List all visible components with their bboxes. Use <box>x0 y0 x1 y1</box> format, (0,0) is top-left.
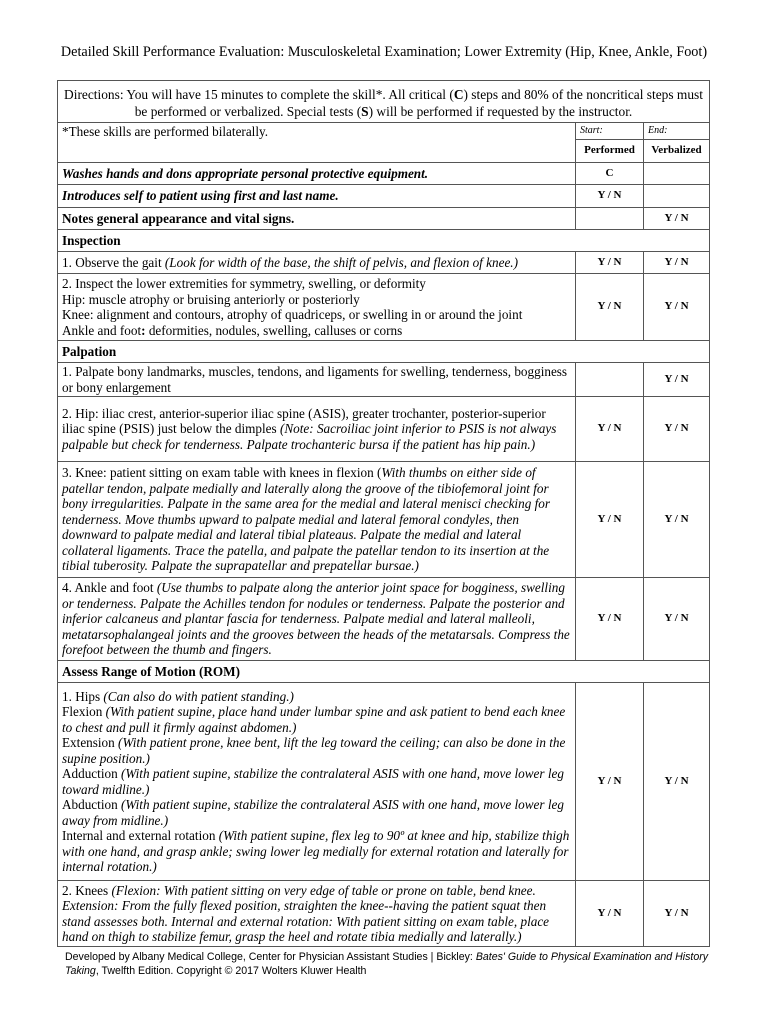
step-general-appearance: Notes general appearance and vital signs. <box>58 208 576 230</box>
verbalized-cell: Y / N <box>644 363 710 397</box>
directions-row <box>58 81 710 123</box>
table-row <box>58 163 710 185</box>
step-palpate-landmarks: 1. Palpate bony landmarks, muscles, tendons, and ligaments for swelling, tenderness, bogginess or bony enlargement <box>58 363 576 397</box>
table-row <box>58 208 710 230</box>
table-row <box>58 274 710 341</box>
verbalized-cell: Y / N <box>644 462 710 578</box>
table-row <box>58 397 710 462</box>
step-palpate-hip: 2. Hip: iliac crest, anterior-superior iliac spine (ASIS), greater trochanter, posterior-superior iliac spine (PSIS) just below the dimples (Note: Sacroiliac joint inferior to PSIS is not always palpable but check for tenderness. Palpate trochanteric bursa if the patient has hip pain.) <box>58 397 576 462</box>
section-row <box>58 230 710 252</box>
table-row <box>58 881 710 947</box>
table-row <box>58 462 710 578</box>
table-row <box>58 185 710 208</box>
performed-cell: Y / N <box>576 252 644 274</box>
performed-cell: Y / N <box>576 683 644 881</box>
verbalized-cell: Y / N <box>644 578 710 661</box>
verbalized-cell: Y / N <box>644 881 710 947</box>
directions: Directions: You will have 15 minutes to complete the skill*. All critical (C) steps and 80% of the noncritical steps must be performed or verbalized. Special tests (S) will be performed if requested by the instructor. <box>58 81 710 123</box>
verbalized-cell: Y / N <box>644 274 710 341</box>
verbalized-cell: Y / N <box>644 252 710 274</box>
step-wash-hands: Washes hands and dons appropriate personal protective equipment. <box>58 163 576 185</box>
verbalized-cell <box>644 185 710 208</box>
performed-header: Performed <box>576 140 644 163</box>
step-palpate-ankle-foot: 4. Ankle and foot (Use thumbs to palpate along the anterior joint space for bogginess, swelling or tenderness. Palpate the Achilles tendon for nodules or tenderness. Palpate the posterior and inferior calcaneus and plantar fascia for tenderness. Palpate medial and lateral malleoli, metatarsophalangeal joints and the grooves between the heads of the metatarsals. Compress the forefoot between the thumb and fingers. <box>58 578 576 661</box>
step-inspect-extremities: 2. Inspect the lower extremities for symmetry, swelling, or deformity Hip: muscle atrophy or bruising anteriorly or posteriorly Knee: alignment and contours, atrophy of quadriceps, or swelling in or around the joint Ankle and foot: deformities, nodules, swelling, calluses or corns <box>58 274 576 341</box>
performed-cell <box>576 363 644 397</box>
step-introduce: Introduces self to patient using first and last name. <box>58 185 576 208</box>
step-rom-hips: 1. Hips (Can also do with patient standing.) Flexion (With patient supine, place hand under lumbar spine and ask patient to bend each knee to chest and pull it firmly against abdomen.) Extension (With patient prone, knee bent, lift the leg toward the ceiling; can also be done in the supine position.) Adduction (With patient supine, stabilize the contralateral ASIS with one hand, move lower leg toward midline.) Abduction (With patient supine, stabilize the contralateral ASIS with one hand, move lower leg away from midline.) Internal and external rotation (With patient supine, flex leg to 90º at knee and hip, stabilize thigh with one hand, and grasp ankle; swing lower leg medially for external rotation and laterally for internal rotation.) <box>58 683 576 881</box>
page-title: Detailed Skill Performance Evaluation: Musculoskeletal Examination; Lower Extremity (Hip, Knee, Ankle, Foot) <box>60 44 708 60</box>
table-row <box>58 252 710 274</box>
performed-cell: C <box>576 163 644 185</box>
performed-cell: Y / N <box>576 578 644 661</box>
verbalized-cell <box>644 163 710 185</box>
performed-cell: Y / N <box>576 185 644 208</box>
table-row <box>58 363 710 397</box>
step-rom-knees: 2. Knees (Flexion: With patient sitting on very edge of table or prone on table, bend knee. Extension: From the fully flexed position, straighten the knee--having the patient squat then stand assesses both. Internal and external rotation: With patient sitting on exam table, place hand on thigh to stabilize femur, grasp the heel and rotate tibia medially and laterally.) <box>58 881 576 947</box>
performed-cell: Y / N <box>576 462 644 578</box>
performed-cell <box>576 208 644 230</box>
table-row <box>58 683 710 881</box>
verbalized-cell: Y / N <box>644 397 710 462</box>
column-header-row <box>58 140 710 163</box>
table-row <box>58 578 710 661</box>
step-palpate-knee: 3. Knee: patient sitting on exam table with knees in flexion (With thumbs on either side of patellar tendon, palpate medially and laterally along the groove of the tibiofemoral joint for bony irregularities. Palpate in the same area for the medial and lateral menisci checking for tenderness. Move thumbs upward to palpate medial and lateral femoral condyles, then downward to palpate medial and lateral tibial plateaus. Palpate the medial and lateral collateral ligaments. Trace the patella, and palpate the patellar tendon to its insertion at the tibial tuberosity. Palpate the suprapatellar and prepatellar bursae.) <box>58 462 576 578</box>
performed-cell: Y / N <box>576 881 644 947</box>
end-label: End: <box>644 123 710 140</box>
verbalized-cell: Y / N <box>644 683 710 881</box>
evaluation-table <box>57 80 710 947</box>
section-palpation: Palpation <box>58 341 710 363</box>
note-row <box>58 123 710 140</box>
section-row <box>58 661 710 683</box>
performed-cell: Y / N <box>576 274 644 341</box>
section-inspection: Inspection <box>58 230 710 252</box>
verbalized-cell: Y / N <box>644 208 710 230</box>
verbalized-header: Verbalized <box>644 140 710 163</box>
start-label: Start: <box>576 123 644 140</box>
step-observe-gait: 1. Observe the gait (Look for width of the base, the shift of pelvis, and flexion of knee.) <box>58 252 576 274</box>
footer: Developed by Albany Medical College, Center for Physician Assistant Studies | Bickley: Bates' Guide to Physical Examination and History Taking, Twelfth Edition. Copyright © 2017 Wolters Kluwer Health <box>65 951 709 977</box>
performed-cell: Y / N <box>576 397 644 462</box>
section-row <box>58 341 710 363</box>
section-range-of-motion: Assess Range of Motion (ROM) <box>58 661 710 683</box>
bilateral-note: *These skills are performed bilaterally. <box>58 123 576 140</box>
